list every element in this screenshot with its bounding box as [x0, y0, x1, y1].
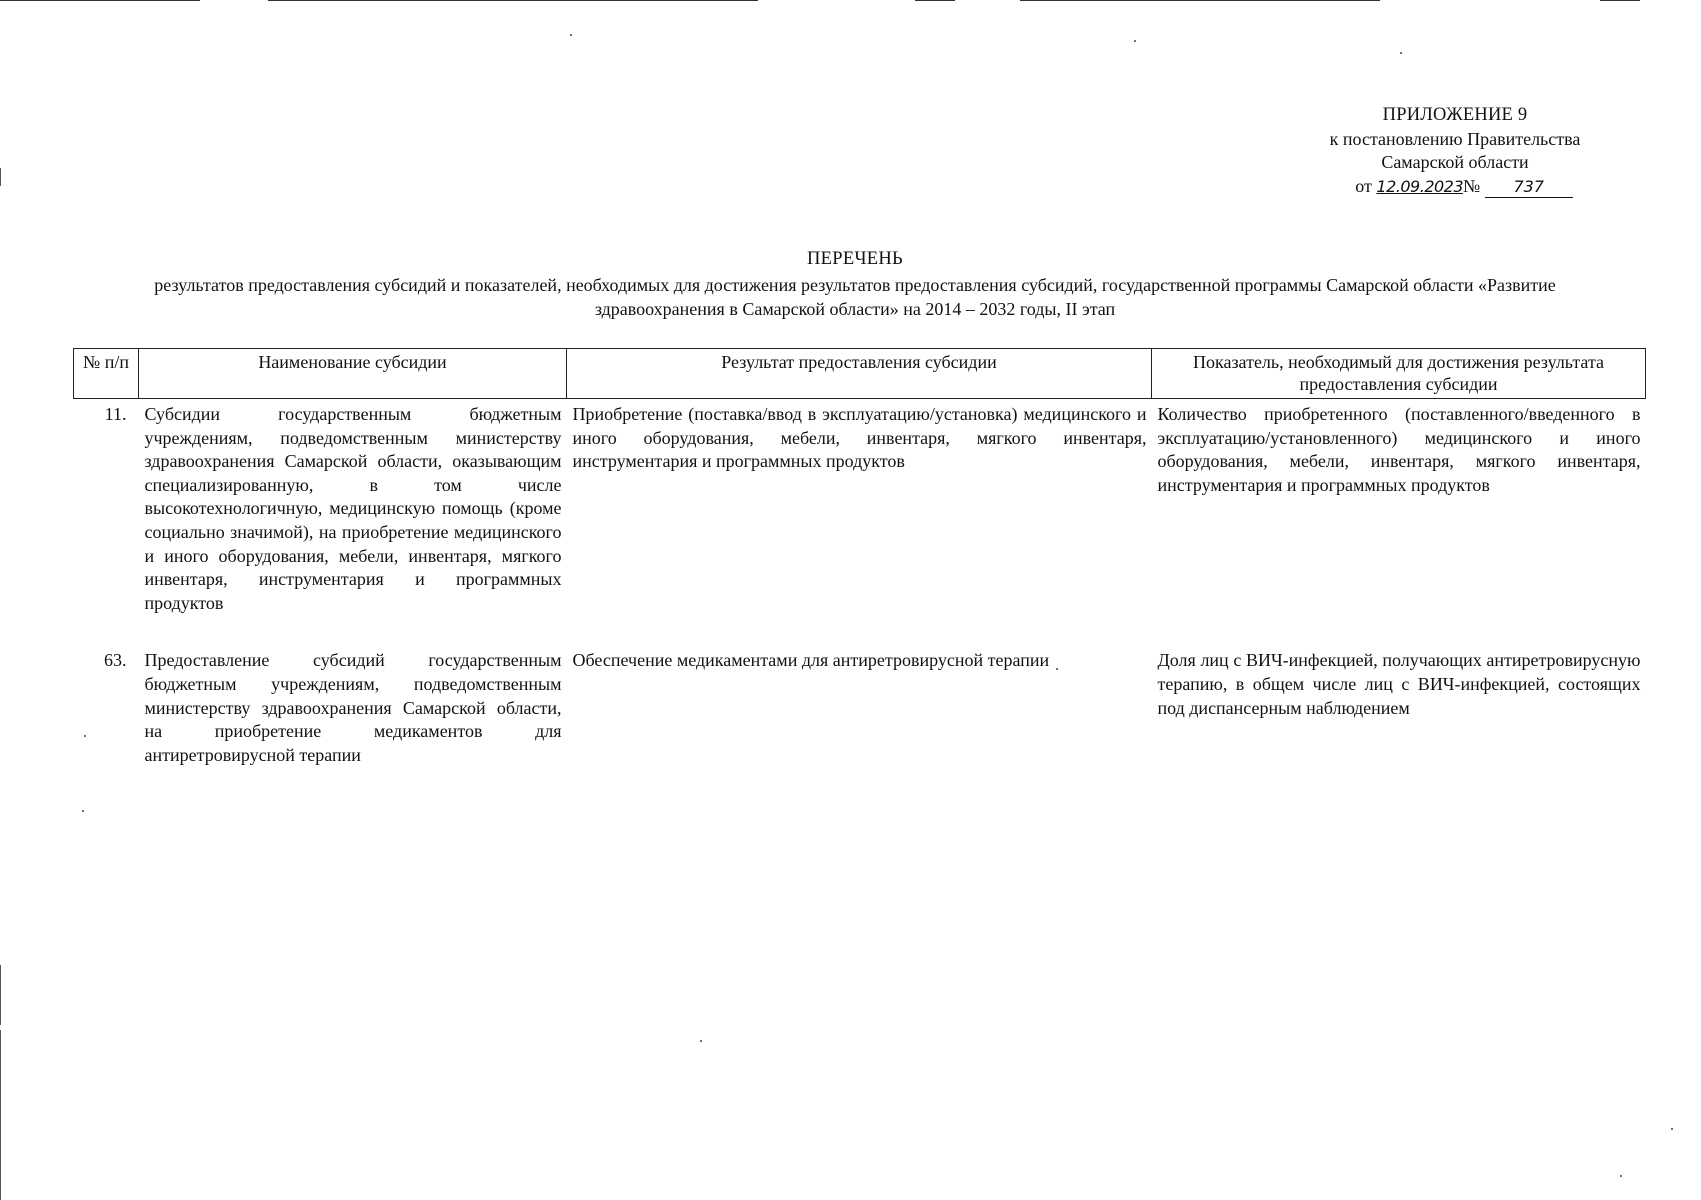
scan-edge-mark — [0, 0, 200, 1]
row-number: 11. — [104, 404, 127, 424]
document-title: ПЕРЕЧЕНЬ — [807, 249, 903, 269]
number-sign: № — [1463, 175, 1481, 196]
subsidy-name: Предоставление субсидий государственным бюджетным учреждениям, подведомственным министерству здравоохранения Самарской области, на приобретение медикаментов для антиретровирусной терапии — [144, 650, 562, 765]
scan-dot — [82, 810, 84, 812]
handwritten-date: 12.09.2023 — [1376, 176, 1464, 196]
scan-dot — [1400, 52, 1402, 54]
subsidy-name: Субсидии государственным бюджетным учреждениям, подведомственным министерству здравоохранения Самарской области, оказывающим специализированную, в том числе высокотехнологичную, медицинскую помощь (кроме социально значимой), на приобретение медицинского и иного оборудования, мебели, инвентаря, мягкого инвентаря, инструментария и программных продуктов — [144, 404, 562, 613]
appendix-title: ПРИЛОЖЕНИЕ 9 — [1382, 105, 1528, 125]
appendix-block — [1295, 104, 1615, 198]
document-heading — [140, 247, 1570, 321]
subsidy-result: Приобретение (поставка/ввод в эксплуатацию/установка) медицинского и иного оборудования, мебели, инвентаря, мягкого инвентаря, инструментария и программных продуктов — [572, 404, 1147, 472]
subsidy-indicator: Доля лиц с ВИЧ-инфекцией, получающих антиретровирусную терапию, в общем числе лиц с ВИЧ-инфекцией, состоящих под диспансерным наблюдением — [1157, 650, 1641, 718]
scan-dot — [570, 34, 572, 36]
handwritten-number: 737 — [1485, 177, 1573, 198]
header-result: Результат предоставления субсидии — [567, 349, 1152, 399]
scan-edge-mark — [268, 0, 758, 1]
scan-edge-mark — [915, 0, 955, 1]
appendix-date-row — [1355, 175, 1572, 199]
appendix-line-2: Самарской области — [1381, 152, 1529, 172]
table-row — [74, 399, 1646, 646]
scan-edge-mark — [0, 965, 1, 1025]
scan-dot — [1671, 1128, 1673, 1130]
header-indicator: Показатель, необходимый для достижения результата предоставления субсидии — [1152, 349, 1646, 399]
scan-dot — [700, 1040, 702, 1042]
row-number: 63. — [104, 650, 127, 671]
scan-edge-mark — [0, 168, 1, 186]
subsidy-result: Обеспечение медикаментами для антиретровирусной терапии — [572, 650, 1050, 671]
scan-dot — [1134, 40, 1136, 42]
subsidy-indicator: Количество приобретенного (поставленного/введенного в эксплуатацию/установленного) медицинского и иного оборудования, мебели, инвентаря, мягкого инвентаря, инструментария и программных продуктов — [1157, 404, 1641, 495]
table-row — [74, 645, 1646, 767]
scan-edge-mark — [1020, 0, 1380, 1]
scan-dot — [1620, 1175, 1622, 1177]
scan-edge-mark — [0, 1030, 1, 1200]
appendix-line-1: к постановлению Правительства — [1329, 128, 1581, 149]
scan-edge-mark — [1600, 0, 1640, 1]
subsidies-table — [73, 348, 1646, 767]
date-prefix: от — [1355, 175, 1372, 196]
header-num: № п/п — [74, 349, 139, 399]
table-header-row — [74, 349, 1646, 399]
header-name: Наименование субсидии — [139, 349, 567, 399]
document-subtitle: результатов предоставления субсидий и показателей, необходимых для достижения результатов предоставления субсидий, государственной программы Самарской области «Развитие здравоохранения в Самарской области» на 2014 – 2032 годы, II этап — [154, 275, 1556, 319]
